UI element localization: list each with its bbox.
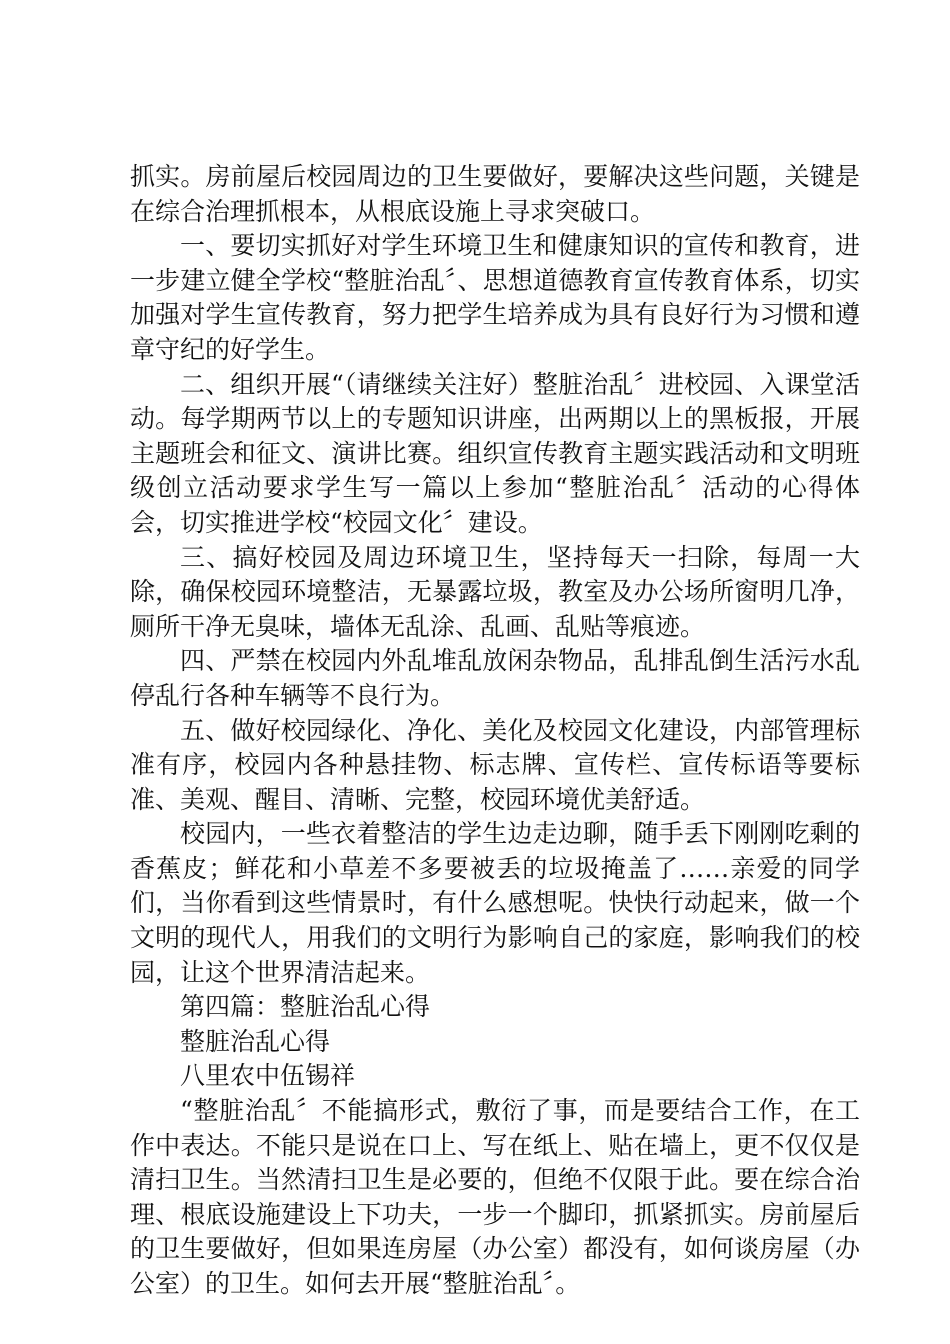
document-body [130,160,860,1302]
paragraph-1: 抓实。房前屋后校园周边的卫生要做好，要解决这些问题，关键是在综合治理抓根本，从根底设施上寻求突破口。 [130,162,860,226]
paragraph-5: 四、严禁在校园内外乱堆乱放闲杂物品，乱排乱倒生活污水乱停乱行各种车辆等不良行为。 [130,646,860,710]
section-heading: 第四篇：整脏治乱心得 [180,992,431,1022]
paragraph-2: 一、要切实抓好对学生环境卫生和健康知识的宣传和教育，进一步建立健全学校“整脏治乱〞、思想道德教育宣传教育体系，切实加强对学生宣传教育，努力把学生培养成为具有良好行为习惯和遵章守纪的好学生。 [130,231,860,364]
article-author: 八里农中伍锡祥 [180,1061,356,1091]
paragraph-6: 五、做好校园绿化、净化、美化及校园文化建设，内部管理标准有序，校园内各种悬挂物、标志牌、宣传栏、宣传标语等要标准、美观、醒目、清晰、完整，校园环境优美舒适。 [130,715,860,814]
paragraph-8: “整脏治乱〞不能搞形式，敷衍了事，而是要结合工作，在工作中表达。不能只是说在口上、写在纸上、贴在墙上，更不仅仅是清扫卫生。当然清扫卫生是必要的，但绝不仅限于此。要在综合治理、根底设施建设上下功夫，一步一个脚印，抓紧抓实。房前屋后的卫生要做好，但如果连房屋（办公室）都没有，如何谈房屋（办公室）的卫生。如何去开展“整脏治乱〞。 [130,1096,860,1298]
article-title: 整脏治乱心得 [180,1026,331,1056]
paragraph-7: 校园内，一些衣着整洁的学生边走边聊，随手丢下刚刚吃剩的香蕉皮；鲜花和小草差不多要被丢的垃圾掩盖了……亲爱的同学们，当你看到这些情景时，有什么感想呢。快快行动起来，做一个文明的现代人，用我们的文明行为影响自己的家庭，影响我们的校园，让这个世界清洁起来。 [130,819,860,987]
paragraph-4: 三、搞好校园及周边环境卫生，坚持每天一扫除，每周一大除，确保校园环境整洁，无暴露垃圾，教室及办公场所窗明几净，厕所干净无臭味，墙体无乱涂、乱画、乱贴等痕迹。 [130,542,860,641]
paragraph-3: 二、组织开展“（请继续关注好）整脏治乱〞进校园、入课堂活动。每学期两节以上的专题知识讲座，出两期以上的黑板报，开展主题班会和征文、演讲比赛。组织宣传教育主题实践活动和文明班级创立活动要求学生写一篇以上参加“整脏治乱〞活动的心得体会，切实推进学校“校园文化〞建设。 [130,369,860,537]
